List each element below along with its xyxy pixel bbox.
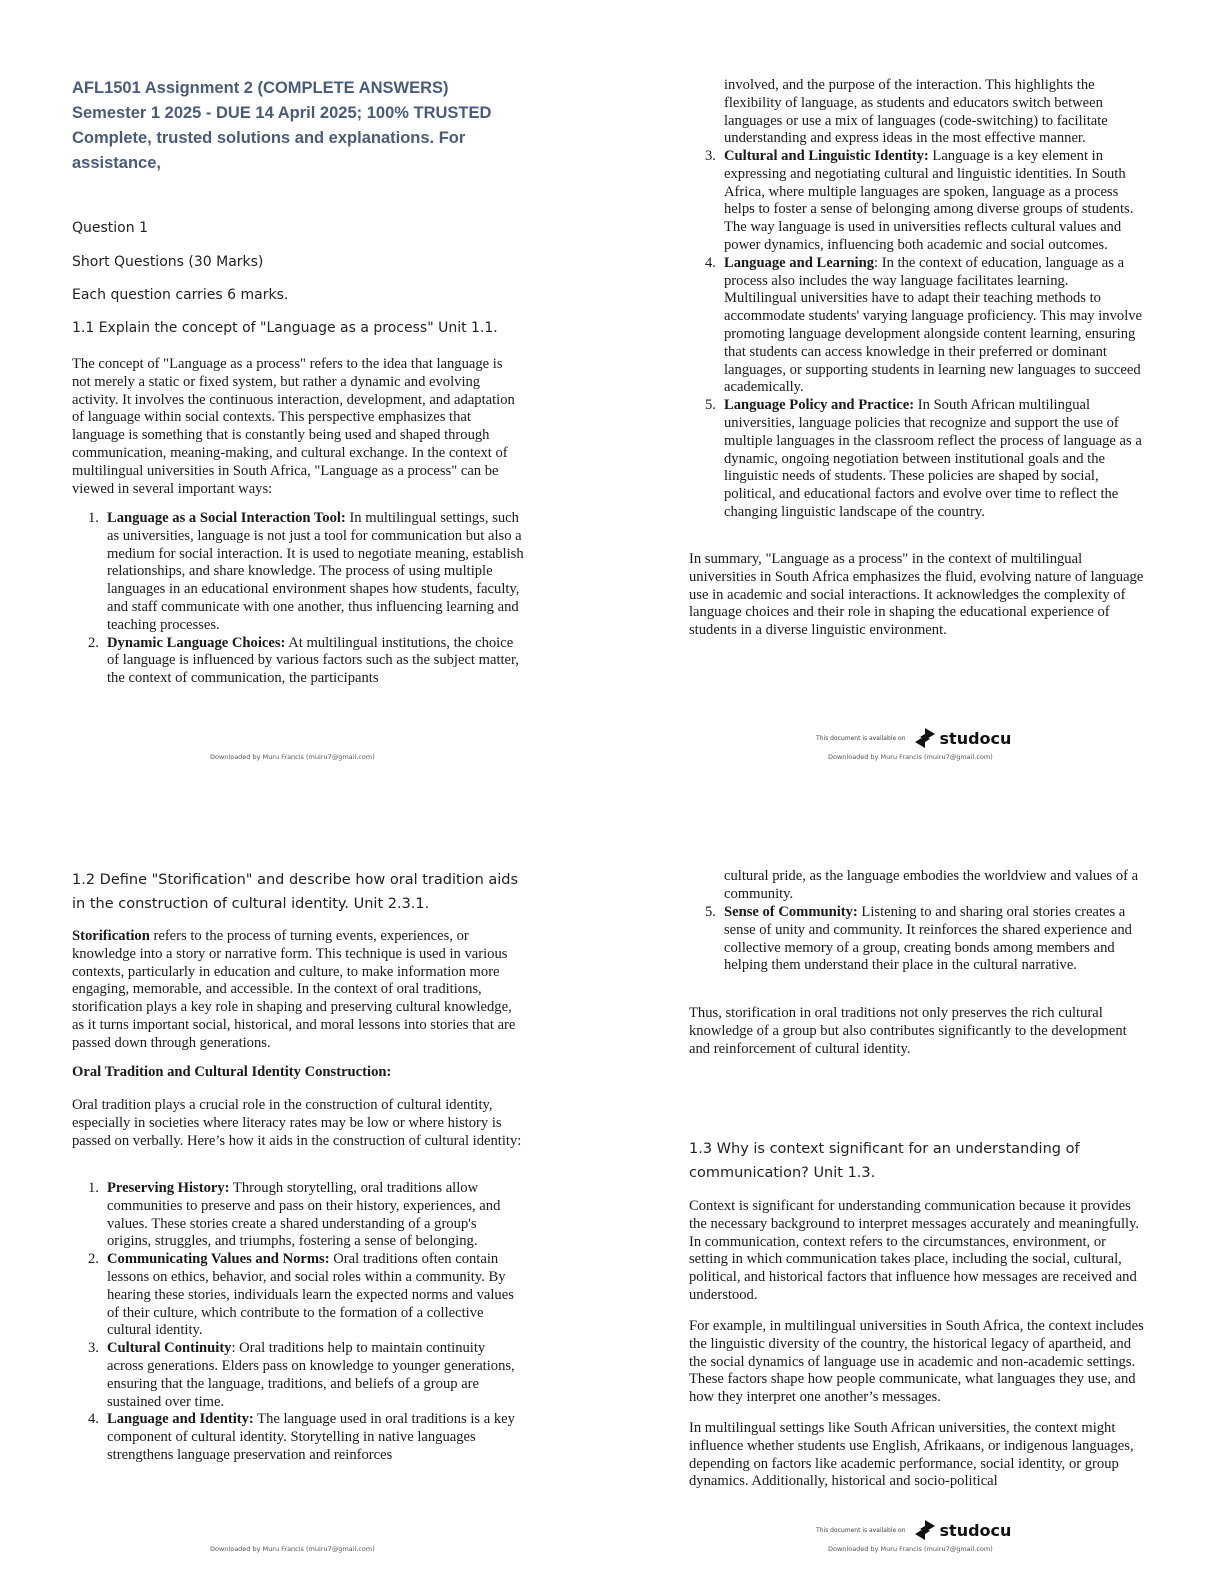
item-heading: Language Policy and Practice: <box>724 397 915 414</box>
page-1 <box>0 0 612 792</box>
list-item: 3. Cultural and Linguistic Identity: Language is a key element in expressing and negotiating cultural and linguistic identities. In South Africa, where multiple languages are spoken, language as a process helps to foster a sense of belonging among diverse groups of students. The way language is used in universities reflects cultural values and power dynamics, influencing both academic and social outcomes. <box>705 148 1134 253</box>
page-2 <box>612 0 1224 792</box>
context-paragraph-1: Context is significant for understanding communication because it provides the necessary background to interpret messages accurately and meaningfully. In communication, context refers to the circumstances, environment, or setting in which communication takes place, including the social, cultural, political, and historical factors that influence how messages are received and understood. <box>689 1198 1140 1303</box>
item-heading: Cultural and Linguistic Identity: <box>724 148 929 164</box>
point-list <box>689 904 1144 975</box>
download-footer: Downloaded by Muru Francis (muiru7@gmail.com) <box>828 753 993 761</box>
studocu-brand <box>816 727 1011 749</box>
question-1-3: 1.3 Why is context significant for an understanding of communication? Unit 1.3. <box>689 1141 1080 1181</box>
question-1-2: 1.2 Define "Storification" and describe how oral tradition aids in the construction of cultural identity. Unit 2.3.1. <box>72 872 519 912</box>
studocu-brand <box>816 1519 1011 1541</box>
page-4 <box>612 792 1224 1584</box>
summary-paragraph: In summary, "Language as a process" in the context of multilingual universities in South Africa emphasizes the fluid, evolving nature of language use in academic and social interactions. It acknowledges the complexity of language choices and their role in shaping the educational experience of students in a diverse linguistic environment. <box>689 551 1144 639</box>
list-item: 4. Language and Learning: In the context of education, language as a process also includes the way language facilitates learning. Multilingual universities have to adapt their teaching methods to accommodate students' varying language proficiency. This may involve promoting language development alongside content learning, ensuring that students can access knowledge in their preferred or dominant languages, or supporting students in learning new languages to succeed academically. <box>705 254 1143 396</box>
point-list <box>72 510 524 688</box>
list-item: 3. Cultural Continuity: Oral traditions help to maintain continuity across generations. Elders pass on knowledge to younger generations, ensuring that the language, traditions, and beliefs of a group are sustained over time. <box>88 1340 515 1410</box>
document-title: AFL1501 Assignment 2 (COMPLETE ANSWERS) Semester 1 2025 - DUE 14 April 2025; 100% TRUSTED Complete, trusted solutions and explanations. For assistance, <box>72 79 492 172</box>
point-list <box>72 1180 524 1465</box>
list-item: 2. Communicating Values and Norms: Oral traditions often contain lessons on ethics, behavior, and social roles within a community. By hearing these stories, individuals learn the expected norms and values of their culture, which contribute to the formation of a collective cultural identity. <box>88 1251 514 1339</box>
conclusion-paragraph: Thus, storification in oral traditions not only preserves the rich cultural knowledge of a group but also contributes significantly to the development and reinforcement of cultural identity. <box>689 1005 1127 1057</box>
item-heading: Sense of Community: <box>724 904 858 920</box>
item-heading: Cultural Continuity <box>107 1340 232 1357</box>
item-heading: Language and Learning <box>724 254 875 271</box>
download-footer: Downloaded by Muru Francis (muiru7@gmail.com) <box>828 1545 993 1553</box>
brand-caption: This document is available on <box>816 1526 906 1534</box>
list-item: 4. Language and Identity: The language used in oral traditions is a key component of cultural identity. Storytelling in native languages strengthens language preservation and reinforces <box>88 1411 515 1463</box>
oral-tradition-paragraph: Oral tradition plays a crucial role in the construction of cultural identity, especially in societies where literacy rates may be low or where history is passed on verbally. Here’s how it aids in the construction of cultural identity: <box>72 1097 522 1149</box>
studocu-logo-icon <box>914 727 936 749</box>
item-heading: Dynamic Language Choices: <box>107 634 286 651</box>
context-paragraph-2: For example, in multilingual universities in South Africa, the context includes the linguistic diversity of the country, the historical legacy of apartheid, and the social dynamics of language use in academic and non-academic settings. These factors shape how people communicate, what languages they use, and how they interpret one another’s messages. <box>689 1318 1144 1406</box>
continuation-paragraph: involved, and the purpose of the interaction. This highlights the flexibility of language, as students and educators switch between languages or use a mix of languages (code-switching) to facilitate understanding and express ideas in the most effective manner. <box>724 77 1108 147</box>
list-item: 1. Language as a Social Interaction Tool: In multilingual settings, such as universities, language is not just a tool for communication but also a medium for social interaction. It is used to negotiate meaning, establish relationships, and share knowledge. The process of using multiple languages in an educational environment shapes how students, faculty, and staff communicate with one another, thus influencing learning and teaching processes. <box>88 510 524 633</box>
continuation-paragraph: cultural pride, as the language embodies the worldview and values of a community. <box>724 868 1139 902</box>
studocu-logo-icon <box>914 1519 936 1541</box>
item-heading: Language as a Social Interaction Tool: <box>107 510 346 526</box>
question-heading: Question 1 <box>72 220 148 236</box>
term: Storification <box>72 928 150 944</box>
question-1-1: 1.1 Explain the concept of "Language as a process" Unit 1.1. <box>72 320 498 336</box>
download-footer: Downloaded by Muru Francis (muiru7@gmail.com) <box>210 753 375 761</box>
brand-name: studocu <box>939 1520 1012 1540</box>
list-item: 2. Dynamic Language Choices: At multilingual institutions, the choice of language is influenced by various factors such as the subject matter, the context of communication, the participants <box>88 634 519 687</box>
list-item: 5. Language Policy and Practice: In South African multilingual universities, language policies that recognize and support the use of multiple languages in the classroom reflect the process of language as a dynamic, ongoing negotiation between institutional goals and the linguistic needs of students. These policies are shaped by social, political, and educational factors and evolve over time to reflect the changing linguistic landscape of the country. <box>705 397 1142 520</box>
list-item: 5. Sense of Community: Listening to and sharing oral stories creates a sense of unity and community. It reinforces the shared experience and collective memory of a group, creating bonds among members and helping them understand their place in the cultural narrative. <box>705 904 1132 974</box>
section-subheading: Oral Tradition and Cultural Identity Construction: <box>72 1064 392 1080</box>
item-heading: Language and Identity: <box>107 1411 254 1428</box>
download-footer: Downloaded by Muru Francis (muiru7@gmail.com) <box>210 1545 375 1553</box>
brand-name: studocu <box>939 728 1012 748</box>
list-item: 1. Preserving History: Through storytelling, oral traditions allow communities to preserve and pass on their history, experiences, and values. These stories create a shared understanding of a group's origins, struggles, and triumphs, fostering a sense of belonging. <box>88 1180 501 1250</box>
short-questions-heading: Short Questions (30 Marks) <box>72 254 264 270</box>
point-list <box>689 148 1144 522</box>
item-heading: Preserving History: <box>107 1180 230 1196</box>
context-paragraph-3: In multilingual settings like South African universities, the context might influence whether students use English, Afrikaans, or indigenous languages, depending on factors like academic performance, social identity, or group dynamics. Additionally, historical and socio-political <box>689 1420 1134 1490</box>
item-heading: Communicating Values and Norms: <box>107 1251 330 1268</box>
definition-paragraph: Storification refers to the process of turning events, experiences, or knowledge into a story or narrative form. This technique is used in various contexts, particularly in education and culture, to make information more engaging, memorable, and accessible. In the context of oral traditions, storification plays a key role in shaping and preserving cultural knowledge, as it turns important social, historical, and moral lessons into stories that are passed down through generations. <box>72 928 516 1051</box>
page-3 <box>0 792 612 1584</box>
marks-note: Each question carries 6 marks. <box>72 287 289 303</box>
brand-caption: This document is available on <box>816 734 906 742</box>
intro-paragraph: The concept of "Language as a process" refers to the idea that language is not merely a static or fixed system, but rather a dynamic and evolving activity. It involves the continuous interaction, development, and adaptation of language within social contexts. This perspective emphasizes that language is something that is constantly being used and shaped through communication, meaning-making, and cultural exchange. In the context of multilingual universities in South Africa, "Language as a process" can be viewed in several important ways: <box>72 356 515 497</box>
